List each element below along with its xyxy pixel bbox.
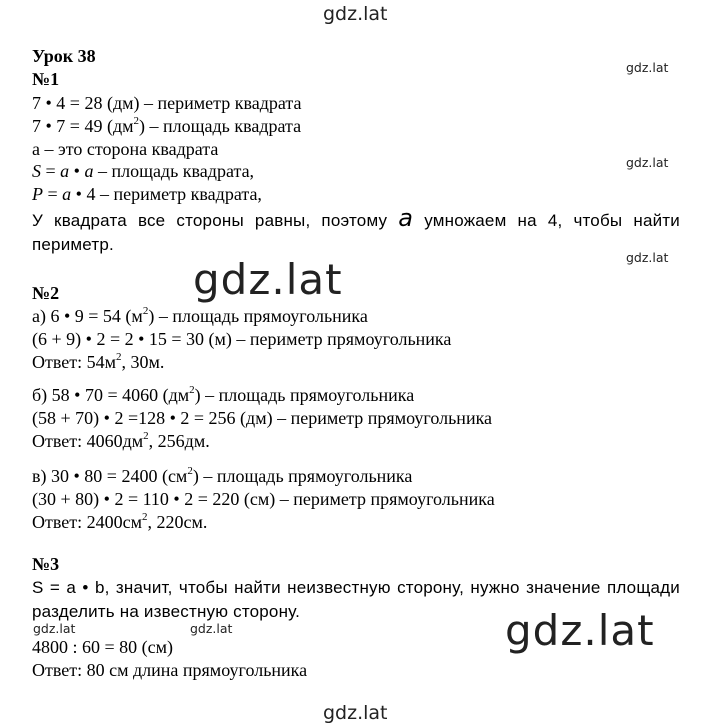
- watermark-right-1: gdz.lat: [626, 60, 669, 75]
- task2-heading: №2: [32, 283, 60, 303]
- task2-c-line-2: (30 + 80) • 2 = 110 • 2 = 220 (см) – периметр прямоугольника: [32, 489, 495, 509]
- task1-line-2: 7 • 7 = 49 $(дм^2)$ – площадь квадрата: [32, 115, 302, 136]
- watermark-big-bottom: gdz.lat: [505, 606, 655, 655]
- task2-b-line-2: (58 + 70) • 2 =128 • 2 = 256 (дм) – периметр прямоугольника: [32, 408, 493, 428]
- task2-b-answer: Ответ: $4060дм^2$, 256дм.: [32, 430, 210, 451]
- task3-paragraph: S = a • b, значит, чтобы найти неизвестную сторону, нужно значение площади разделить на известную сторону.: [32, 578, 680, 621]
- watermark-small-left-1: gdz.lat: [33, 621, 76, 636]
- task2-a-line-1: а) 6 • 9 = 54 $(м^2)$ – площадь прямоугольника: [32, 305, 368, 326]
- task2-b-line-1: б) 58 • 70 = 4060 $(дм^2)$ – площадь прямоугольника: [32, 384, 415, 405]
- task3-answer: Ответ: 80 см длина прямоугольника: [32, 660, 308, 680]
- task1-line-3: а – это сторона квадрата: [32, 139, 219, 159]
- task3-heading: №3: [32, 554, 60, 574]
- watermark-right-3: gdz.lat: [626, 250, 669, 265]
- task3-line-1: 4800 : 60 = 80 (см): [32, 637, 174, 657]
- task1-line-4: S = a • a – площадь квадрата,: [32, 161, 255, 181]
- task2-a-line-2: (6 + 9) • 2 = 2 • 15 = 30 (м) – периметр прямоугольника: [32, 329, 452, 349]
- task2-c-answer: Ответ: $2400см^2$, 220см.: [32, 511, 208, 532]
- task1-heading: №1: [32, 69, 60, 89]
- watermark-bottom: gdz.lat: [323, 702, 388, 724]
- task1-paragraph: У квадрата все стороны равны, поэтому a умножаем на 4, чтобы найти периметр.: [32, 204, 680, 254]
- watermark-big-middle: gdz.lat: [193, 255, 343, 304]
- watermark-top: gdz.lat: [323, 3, 388, 25]
- task1-line-1: 7 • 4 = 28 (дм) – периметр квадрата: [32, 93, 302, 113]
- watermark-right-2: gdz.lat: [626, 155, 669, 170]
- watermark-small-left-2: gdz.lat: [190, 621, 233, 636]
- task2-c-line-1: в) 30 • 80 = 2400 $(см^2)$ – площадь прямоугольника: [32, 465, 413, 486]
- lesson-title: Урок 38: [32, 46, 96, 66]
- task1-line-5: P = a • 4 – периметр квадрата,: [32, 184, 262, 204]
- task2-a-answer: Ответ: $54м^2$, 30м.: [32, 351, 165, 372]
